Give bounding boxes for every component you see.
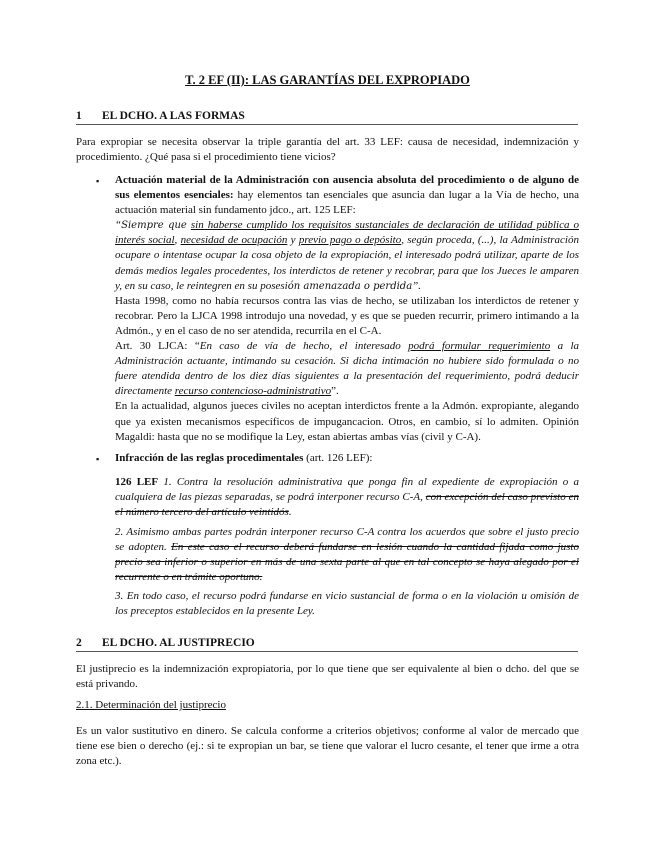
section-1-title: EL DCHO. A LAS FORMAS	[102, 110, 245, 122]
art-125-quote	[115, 218, 579, 293]
art-30-close: ”.	[331, 385, 339, 398]
art-30-lead: Art. 30 LJCA: “	[115, 340, 200, 353]
art-30-underline-2: recurso contencioso-administrativo	[174, 385, 332, 398]
quote-underline-1: sin haberse cumplido los requisitos sustanciales de declaración de utilidad pública o interés social	[115, 219, 579, 247]
section-1-heading	[76, 110, 578, 125]
bullet-1-text: hay elementos tan esenciales que asuncia dan lugar a la Vía de hecho, una actuación material sin fundamento jdco., art. 125 LEF:	[115, 189, 579, 217]
subsection-2-1-heading: 2.1. Determinación del justiprecio	[76, 699, 226, 711]
quote-sep-2: y	[287, 234, 299, 247]
section-1-intro: Para expropiar se necesita observar la triple garantía del art. 33 LEF: causa de necesidad, indemnización y procedimiento. ¿Qué pasa si el procedimiento tiene vicios?	[76, 136, 579, 163]
quote-sep-1: ,	[174, 234, 181, 247]
quote-underline-3: previo pago o depósito	[298, 234, 402, 247]
art-126-paragraph-1	[115, 475, 579, 520]
art-126-3-text: 3. En todo caso, el recurso podrá fundarse en vicio sustancial de forma o en la violación u omisión de los preceptos establecidos en la presente Ley.	[115, 590, 579, 618]
bullet-2-text: (art. 126 LEF):	[303, 452, 373, 464]
bullet-2-heading	[115, 451, 579, 466]
bullet-1-marker: ▪	[96, 176, 100, 186]
bullet-2-marker: ▪	[96, 454, 100, 464]
section-1-number: 1	[76, 110, 82, 122]
art-126-paragraph-2	[115, 525, 579, 585]
section-2-title: EL DCHO. AL JUSTIPRECIO	[102, 637, 255, 649]
bullet-1-block	[115, 173, 579, 445]
bullet-1-intro	[115, 173, 579, 218]
art-126-2-struck: En este caso el recurso deberá fundarse en lesión cuando la cantidad fijada como justo precio sea inferior o superior en más de una sexta parte al que en tal concepto se haya alegado por el recurrente o en trámite oportuno.	[115, 541, 579, 584]
art-126-label: 126 LEF	[115, 476, 159, 488]
page-title: T. 2 EF (II): LAS GARANTÍAS DEL EXPROPIADO	[185, 73, 470, 87]
bullet-1-current: En la actualidad, algunos jueces civiles no aceptan interdictos frente a la Admón. expropiante, alegando que ya existen mecanismos específicos de impugancacion. Otros, en cambio, sí lo admiten. Opinión Magaldi: hasta que no se modifique la Ley, estan abiertas ambas vías (civil y C-A).	[115, 400, 579, 443]
quote-close: ”.	[412, 279, 422, 292]
bullet-1-title: Actuación material de la Administración con ausencia absoluta del procedimiento o de alguno de sus elementos esenciales:	[115, 174, 579, 202]
art-126-paragraph-3	[115, 589, 579, 619]
art-30-text-2: a la Administración actuante, intimando su cesación. Si dicha intimación no hubiere sido formulada o no fuere atendida dentro de los diez días siguientes a la presentación del requerimiento, podrá deducir directamente	[115, 340, 579, 398]
quote-open: “	[115, 219, 122, 232]
art-126-2-text: 2. Asimismo ambas partes podrán interponer recurso C-A contra los acuerdos que sobre el justo precio se adopten.	[115, 526, 579, 554]
quote-rest: , según proceda, (...), la Administración ocupare o intentase ocupar la cosa objeto de la expropiación, el interesado podrá utilizar, aparte de los demás medios legales procedentes, los interdictos de retener y recobrar, para que los Jueces le amparen y, en su caso, le reintegren en su posesi	[115, 234, 579, 292]
art-126-1-struck: con excepción del caso previsto en el número tercero del artículo veintidós	[115, 491, 579, 519]
section-2-heading	[76, 637, 578, 652]
section-2-intro: El justiprecio es la indemnización expropiatoria, por lo que tiene que ser equivalente al bien o dcho. del que se está privando.	[76, 663, 579, 690]
quote-cursive-start: Siempre que	[121, 220, 187, 232]
quote-cursive-end: ón amenazada o perdida	[287, 280, 413, 292]
bullet-1-history: Hasta 1998, como no había recursos contra las vias de hecho, se utilizaban los interdictos de retener y recobrar. Pero la LJCA 1998 introdujo una novedad, y es que se pueden recurrir, primero intimando a la Admón., y en el caso de no ser atendida, recurrila en el C-A.	[115, 294, 579, 337]
art-30-ljca	[115, 339, 579, 399]
art-126-1-text: 1. Contra la resolución administrativa que ponga fin al expediente de expropiación o a cualquiera de las piezas separadas, se podrá interponer recurso C-A,	[115, 476, 579, 504]
art-30-underline-1: podrá formular requerimiento	[408, 340, 551, 353]
bullet-2-title: Infracción de las reglas procedimentales	[115, 452, 304, 464]
quote-underline-2: necesidad de ocupación	[180, 234, 288, 247]
subsection-2-1-text: Es un valor sustitutivo en dinero. Se calcula conforme a criterios objetivos; conforme al valor de mercado que tiene ese bien o derecho (ej.: si te expropian un bar, se tiene que valorar el lucro cesante, el tener que irme a otra zona etc.).	[76, 725, 579, 767]
art-126-1-end: .	[288, 506, 292, 519]
art-30-text-1: En caso de vía de hecho, el interesado	[199, 340, 409, 353]
section-2-number: 2	[76, 637, 82, 649]
